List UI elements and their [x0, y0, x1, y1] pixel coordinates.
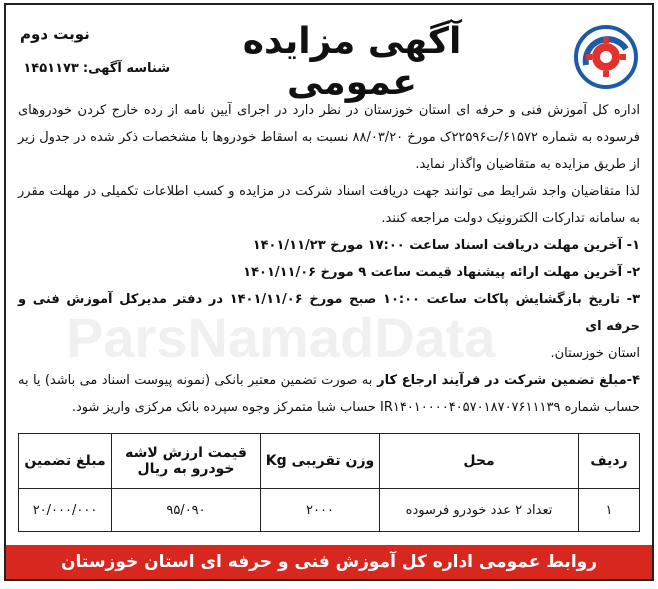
intro-paragraph: اداره کل آموزش فنی و حرفه ای استان خوزستان در نظر دارد در اجرای آیین نامه از رده خارج کردن خودروهای فرسوده به شماره ۶۱۵۷۲/ت۲۲۵۹۶ک مورخ ۸۸/۰۳/۲۰ نسبت به اسقاط خودروها با مشخصات ذکر شده در جدول زیر از طریق مزایده به متقاضیان واگذار نماید.	[18, 103, 640, 172]
table-row	[19, 489, 640, 532]
deadline-offers: ۲- آخرین مهلت ارائه پیشنهاد قیمت ساعت ۹ مورخ ۱۴۰۱/۱۱/۰۶	[243, 265, 640, 280]
watermark: ParsNamadData	[66, 306, 496, 369]
notice-page	[4, 3, 654, 581]
guarantee-info	[18, 367, 640, 421]
table-cell: ۲۰/۰۰۰/۰۰۰	[19, 489, 112, 532]
ad-id-value: ۱۴۵۱۱۷۳	[23, 61, 79, 76]
opening-date: ۳- تاریخ بازگشایش پاکات ساعت ۱۰:۰۰ صبح مورخ ۱۴۰۱/۱۱/۰۶ در دفتر مدیرکل آموزش فنی و حرفه ای	[18, 292, 640, 334]
opening-location: استان خوزستان.	[550, 346, 640, 361]
footer-banner: روابط عمومی اداره کل آموزش فنی و حرفه ای استان خوزستان	[6, 545, 652, 579]
items-table	[18, 433, 640, 532]
table-cell: ۹۵/۰۹۰	[112, 489, 261, 532]
table-cell: تعداد ۲ عدد خودرو فرسوده	[380, 489, 579, 532]
round-label: نوبت دوم	[20, 25, 90, 43]
instructions-paragraph: لذا متقاضیان واجد شرایط می توانند جهت دریافت اسناد شرکت در مزایده و کسب اطلاعات تکمیلی در مهلت مقرر به سامانه تدارکات الکترونیک دولت مراجعه کنند.	[18, 184, 640, 226]
table-cell: ۱	[579, 489, 640, 532]
column-header: وزن تقریبی Kg	[261, 434, 380, 489]
notice-meta	[20, 25, 170, 76]
ad-id	[20, 61, 170, 76]
column-header: محل	[380, 434, 579, 489]
organization-logo-icon	[574, 25, 638, 89]
column-header: ردیف	[579, 434, 640, 489]
table-cell: ۲۰۰۰	[261, 489, 380, 532]
notice-body	[18, 97, 640, 421]
deadline-documents: ۱- آخرین مهلت دریافت اسناد ساعت ۱۷:۰۰ مورخ ۱۴۰۱/۱۱/۲۳	[252, 238, 640, 253]
ad-id-label: شناسه آگهی:	[82, 61, 170, 76]
table-header-row	[19, 434, 640, 489]
guarantee-details: به صورت تضمین معتبر بانکی (نمونه پیوست اسناد می باشد) یا به حساب شماره IR۱۴۰۱۰۰۰۰۴۰۵۷۰۱۸۷۰۷۶۱۱۱۳۹ حساب شبا متمرکز وجوه سپرده بانک مرکزی واریز شود.	[18, 373, 640, 415]
column-header: قیمت ارزش لاشه خودرو به ریال	[112, 434, 261, 489]
notice-title: آگهی مزایده عمومی	[242, 21, 462, 103]
column-header: مبلغ تضمین	[19, 434, 112, 489]
guarantee-heading: ۴-مبلغ تضمین شرکت در فرآیند ارجاع کار	[377, 373, 640, 388]
